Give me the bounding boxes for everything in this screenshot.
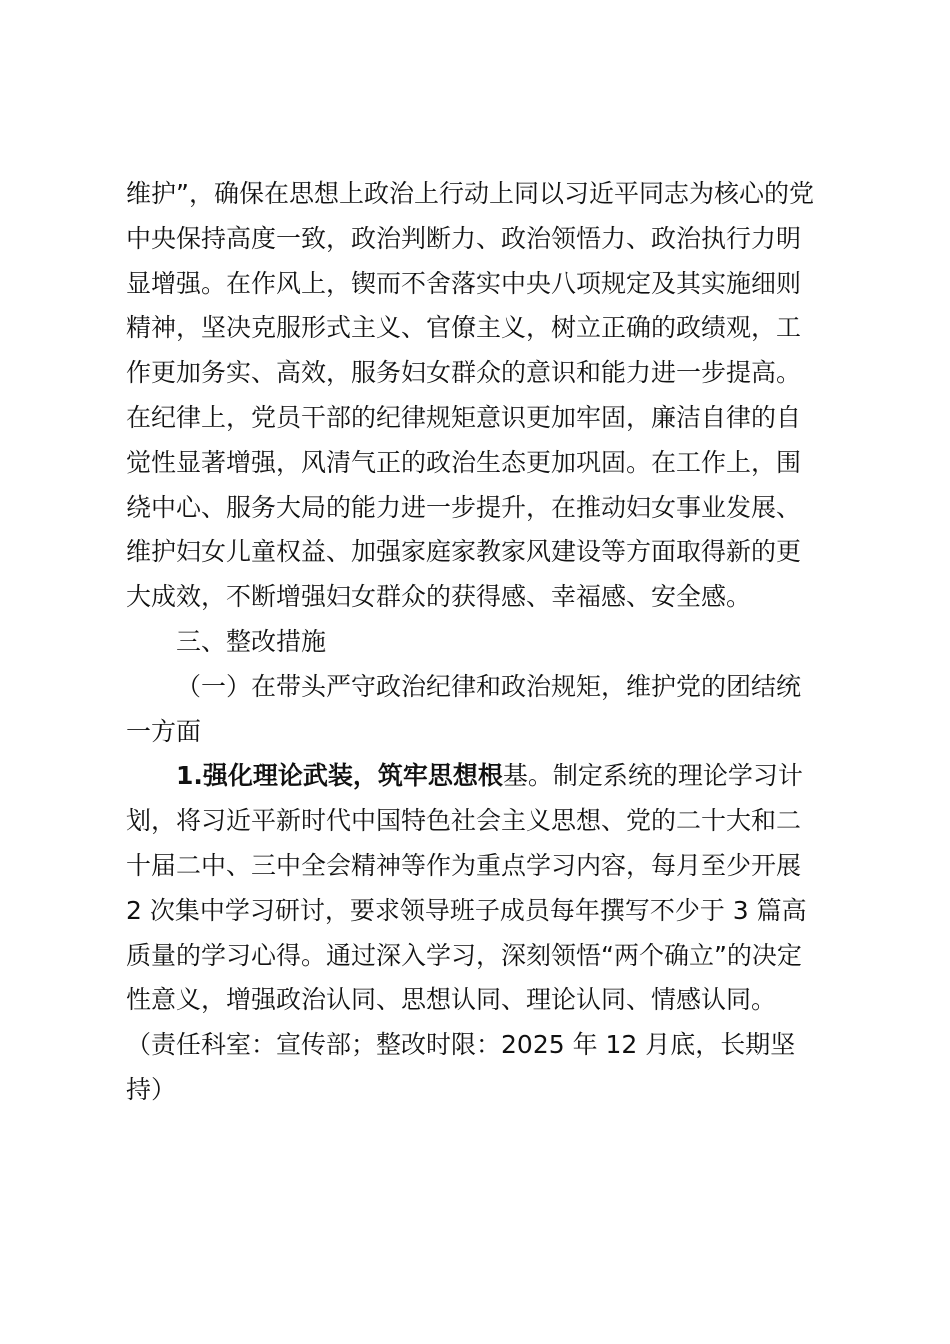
body-line: 觉性显著增强，风清气正的政治生态更加巩固。在工作上，围 [126,447,802,477]
item-line: 划，将习近平新时代中国特色社会主义思想、党的二十大和二 [126,806,802,836]
item-line: 质量的学习心得。通过深入学习，深刻领悟“两个确立”的决定 [126,940,802,970]
item-heading-line [126,754,836,799]
subsection-heading-line: 一方面 [126,716,202,746]
body-line: 在纪律上，党员干部的纪律规矩意识更加牢固，廉洁自律的自 [126,402,802,432]
responsibility-line: （责任科室：宣传部；整改时限：2025 年 12 月底，长期坚 [126,1030,796,1060]
body-line: 显增强。在作风上，锲而不舍落实中央八项规定及其实施细则 [126,268,802,298]
responsibility-line: 持） [126,1074,177,1104]
section-heading: 三、整改措施 [176,626,327,656]
body-line: 中央保持高度一致，政治判断力、政治领悟力、政治执行力明 [126,223,802,253]
body-line: 维护”，确保在思想上政治上行动上同以习近平同志为核心的党 [126,179,814,208]
body-line: 大成效，不断增强妇女群众的获得感、幸福感、安全感。 [126,582,752,612]
item-line: 2 次集中学习研讨，要求领导班子成员每年撰写不少于 3 篇高 [126,895,807,925]
body-line: 绕中心、服务大局的能力进一步提升，在推动妇女事业发展、 [126,492,802,522]
item-line: 十届二中、三中全会精神等作为重点学习内容，每月至少开展 [126,850,802,880]
document-body [126,172,836,1113]
item-title: 1.强化理论武装，筑牢思想根 [176,761,503,791]
item-line: 性意义，增强政治认同、思想认同、理论认同、情感认同。 [126,985,777,1015]
subsection-heading-line: （一）在带头严守政治纪律和政治规矩，维护党的团结统 [176,671,802,701]
body-line: 维护妇女儿童权益、加强家庭家教家风建设等方面取得新的更 [126,537,802,567]
item-text: 基。制定系统的理论学习计 [502,761,803,791]
body-line: 作更加务实、高效，服务妇女群众的意识和能力进一步提高。 [126,358,802,388]
body-line: 精神，坚决克服形式主义、官僚主义，树立正确的政绩观，工 [126,313,802,343]
